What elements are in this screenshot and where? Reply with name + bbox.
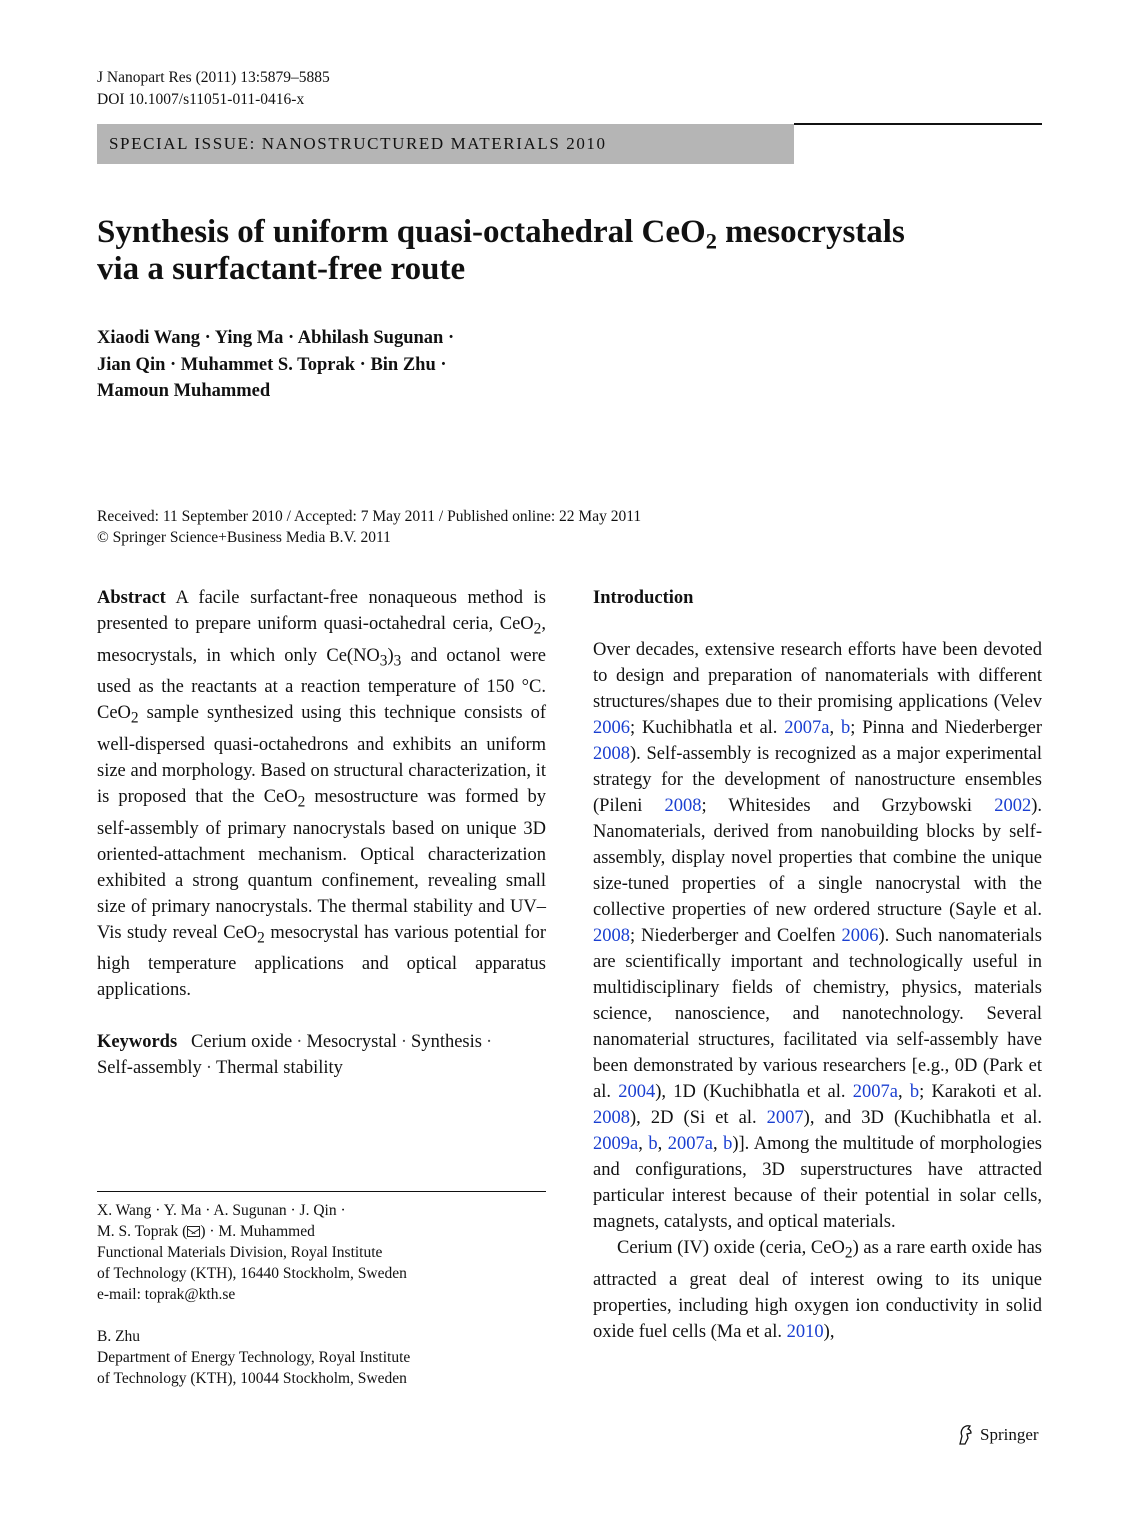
- citation-link[interactable]: b: [909, 1082, 920, 1102]
- footnote-rule: [97, 1191, 546, 1192]
- abstract-label: Abstract: [97, 588, 166, 608]
- keyword: Synthesis: [411, 1032, 482, 1053]
- section-heading: Introduction: [593, 588, 694, 608]
- affil-line: X. Wang · Y. Ma · A. Sugunan · J. Qin ·: [97, 1202, 346, 1219]
- publication-dates: [97, 506, 641, 548]
- authors-line: Xiaodi Wang · Ying Ma · Abhilash Sugunan ·: [97, 328, 455, 348]
- special-issue-banner: SPECIAL ISSUE: NANOSTRUCTURED MATERIALS 2010: [97, 124, 794, 164]
- intro-paragraph: Cerium (IV) oxide (ceria, CeO$_2$) as a rare earth oxide has attracted a great deal of interest owing to its unique properties, including high oxygen ion conductivity in solid oxide fuel cells (Ma et al. 2010),: [593, 1238, 1042, 1342]
- affil-line: Functional Materials Division, Royal Institute: [97, 1244, 383, 1261]
- paper-title: [97, 214, 997, 288]
- citation-link[interactable]: 2008: [664, 796, 702, 816]
- affil-line: Department of Energy Technology, Royal Institute: [97, 1349, 411, 1366]
- citation-link[interactable]: 2010: [786, 1321, 824, 1342]
- keyword: Cerium oxide: [191, 1032, 293, 1053]
- header-rule: [794, 123, 1042, 125]
- citation-link[interactable]: b: [648, 1134, 658, 1154]
- citation-link[interactable]: 2006: [593, 718, 630, 738]
- citation-link[interactable]: 2008: [593, 1108, 630, 1128]
- keywords: Keywords Cerium oxide · Mesocrystal · Synthesis · Self-assembly · Thermal stability: [97, 1032, 493, 1079]
- citation-link[interactable]: 2008: [593, 744, 630, 764]
- springer-horse-icon: [956, 1424, 976, 1446]
- abstract: Abstract A facile surfactant-free nonaqueous method is presented to prepare uniform quasi-octahedral ceria, CeO$_2$, mesocrystals, in which only $Ce(NO_3)_3$ and octanol were used as the reactants at a reaction temperature of 150 °C. CeO$_2$ sample synthesized using this technique consists of well-dispersed quasi-octahedrons and exhibits an uniform size and morphology. Based on structural characterization, it is proposed that the CeO$_2$ mesostructure was formed by self-assembly of primary nanocrystals based on unique 3D oriented-attachment mechanism. Optical characterization exhibited a strong quantum confinement, revealing small size of primary nanocrystals. The thermal stability and UV–Vis study reveal CeO$_2$ mesocrystal has various potential for high temperature applications and optical apparatus applications.: [97, 588, 546, 1001]
- journal-citation: J Nanopart Res (2011) 13:5879–5885: [97, 69, 330, 86]
- title-text: Synthesis of uniform quasi-octahedral CeO: [97, 214, 706, 250]
- keyword: Self-assembly: [97, 1058, 202, 1079]
- affil-line: B. Zhu: [97, 1328, 141, 1345]
- right-column: [593, 585, 1042, 1345]
- keywords-label: Keywords: [97, 1032, 178, 1053]
- citation-link[interactable]: b: [840, 718, 851, 738]
- citation-link[interactable]: 2007a: [852, 1082, 898, 1102]
- copyright-line: © Springer Science+Business Media B.V. 2011: [97, 529, 391, 546]
- citation-link[interactable]: 2007: [766, 1108, 804, 1128]
- journal-meta: [97, 67, 330, 111]
- keyword: Thermal stability: [215, 1058, 343, 1079]
- publisher-name: Springer: [980, 1425, 1039, 1444]
- keyword: Mesocrystal: [306, 1032, 397, 1053]
- doi: DOI 10.1007/s11051-011-0416-x: [97, 91, 305, 108]
- citation-link[interactable]: 2007a: [667, 1134, 713, 1154]
- affiliations: [97, 1200, 410, 1389]
- affil-line: of Technology (KTH), 10044 Stockholm, Sweden: [97, 1370, 407, 1387]
- publisher-logo: [956, 1424, 1039, 1446]
- citation-link[interactable]: 2008: [593, 926, 630, 946]
- citation-link[interactable]: 2006: [841, 926, 879, 946]
- citation-link[interactable]: 2007a: [784, 718, 830, 738]
- email[interactable]: e-mail: toprak@kth.se: [97, 1286, 236, 1303]
- affil-line: M. S. Toprak ( ) · M. Muhammed: [97, 1223, 315, 1240]
- affil-line: of Technology (KTH), 16440 Stockholm, Sweden: [97, 1265, 407, 1282]
- citation-link[interactable]: 2004: [618, 1082, 656, 1102]
- authors-line: Jian Qin · Muhammet S. Toprak · Bin Zhu ·: [97, 354, 447, 375]
- dates-line: Received: 11 September 2010 / Accepted: 7 May 2011 / Published online: 22 May 2011: [97, 508, 642, 525]
- author-list: [97, 325, 454, 405]
- title-line2: via a surfactant-free route: [97, 251, 466, 287]
- left-column: [97, 585, 546, 1081]
- citation-link[interactable]: 2009a: [593, 1134, 639, 1154]
- citation-link[interactable]: b: [723, 1134, 733, 1154]
- title-text-cont: mesocrystals: [716, 214, 905, 250]
- citation-link[interactable]: 2002: [994, 796, 1032, 816]
- title-subscript: 2: [705, 228, 717, 254]
- intro-paragraph: Over decades, extensive research efforts have been devoted to design and preparation of nanomaterials with different structures/shapes due to their promising applications (Velev 2006; Kuchibhatla et al. 2007a, b; Pinna and Niederberger 2008). Self-assembly is recognized as a major experimental strategy for the development of nanostructure ensembles (Pileni 2008; Whitesides and Grzybowski 2002). Nanomaterials, derived from nanobuilding blocks by self-assembly, display novel properties that combine the unique size-tuned properties of a single nanocrystal with the collective properties of new ordered structure (Sayle et al. 2008; Niederberger and Coelfen 2006). Such nanomaterials are scientifically important and technologically useful in multidisciplinary fields of chemistry, physics, materials science, nanoscience, and nanotechnology. Several nanomaterial structures, facilitated via self-assembly have been demonstrated by various researchers [e.g., 0D (Park et al. 2004), 1D (Kuchibhatla et al. 2007a, b; Karakoti et al. 2008), 2D (Si et al. 2007), and 3D (Kuchibhatla et al. 2009a, b, 2007a, b)]. Among the multitude of morphologies and configurations, 3D superstructures have attracted particular interest because of their potential in solar cells, magnets, catalysts, and optical materials.: [593, 640, 1043, 1232]
- envelope-icon: [187, 1226, 200, 1237]
- authors-line: Mamoun Muhammed: [97, 381, 271, 401]
